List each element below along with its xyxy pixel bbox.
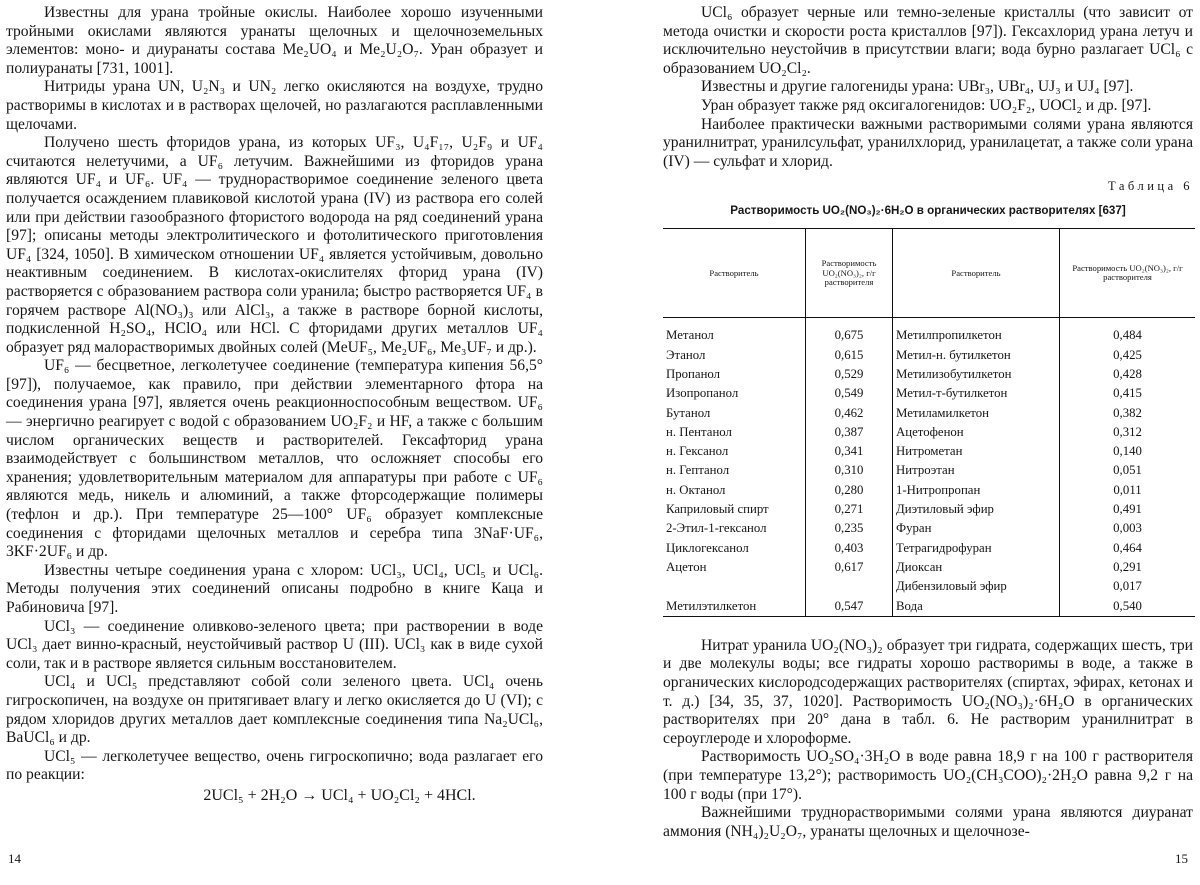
paragraph-nitrides: Нитриды урана UN, U₂N₃ и UN₂ легко окисляются на воздухе, трудно растворимы в кислотах и в растворах щелочей, но разлагаются расплавленными щелочами.: [6, 78, 543, 133]
paragraph-soluble-salts: Наиболее практически важными растворимыми солями урана являются уранилнитрат, уранилсульфат, уранилхлорид, уранилацетат, а также соли урана (IV) — сульфат и хлорид.: [663, 115, 1193, 170]
table-row: [663, 318, 1195, 346]
page-number-left: 14: [8, 851, 21, 866]
table-row: [663, 423, 1195, 442]
header-solvent-1: Растворитель: [663, 229, 806, 318]
solvent-cell: Ацетофенон: [893, 423, 1060, 442]
solvent-cell: Каприловый спирт: [666, 502, 769, 517]
solvent-cell: н. Гексанол: [666, 444, 729, 459]
right-page: [600, 0, 1200, 885]
solvent-cell: Вода: [893, 597, 1060, 617]
table-row: [663, 577, 1195, 596]
table-row: [663, 539, 1195, 558]
solubility-cell: 0,615: [806, 346, 893, 365]
solubility-cell: 0,011: [1060, 481, 1196, 500]
solubility-cell: 0,617: [806, 558, 893, 577]
solvent-cell: Бутанол: [666, 405, 711, 420]
solvent-cell: Метиламилкетон: [893, 404, 1060, 423]
solubility-cell: 0,387: [806, 423, 893, 442]
table-row: [663, 558, 1195, 577]
solubility-cell: 0,491: [1060, 500, 1196, 519]
solvent-cell: Метилэтилкетон: [663, 597, 806, 617]
solvent-cell: Тетрагидрофуран: [893, 539, 1060, 558]
reaction-formula: 2UCl₅ + 2H₂O → UCl₄ + UO₂Cl₂ + 4HCl.: [203, 786, 476, 804]
paragraph-sulfate-acetate: Растворимость UO₂SO₄·3H₂O в воде равна 18,9 г на 100 г растворителя (при температуре 13,2°); растворимость UO₂(CH₃COO)₂·2H₂O равна 9,2 г на 100 г воды (при 17°).: [663, 748, 1193, 803]
solubility-cell: 0,484: [1060, 318, 1196, 346]
solubility-cell: 0,529: [806, 365, 893, 384]
table-row: [663, 500, 1195, 519]
solubility-cell: 0,425: [1060, 346, 1196, 365]
solvent-cell: н. Гептанол: [666, 463, 730, 478]
solvent-cell: Метил-т-бутилкетон: [893, 384, 1060, 403]
table-body: [663, 318, 1195, 616]
solubility-cell: 0,547: [806, 597, 893, 617]
paragraph-ucl6: UCl₆ образует черные или темно-зеленые кристаллы (что зависит от метода очистки и скорости роста кристаллов [97]). Гексахлорид урана летуч и исключительно неустойчив в присутствии влаги; вода бурно разлагает UCl₆ с образованием UO₂Cl₂.: [663, 4, 1193, 77]
solubility-cell: 0,235: [806, 519, 893, 538]
solvent-cell: 1-Нитропропан: [893, 481, 1060, 500]
solubility-cell: 0,310: [806, 461, 893, 480]
left-page-text: [6, 4, 543, 805]
table-label: Таблица 6: [1108, 179, 1193, 194]
header-solubility-2: Растворимость UO₂(NO₃)₂, г/г растворителя: [1060, 229, 1196, 318]
solubility-cell: 0,549: [806, 384, 893, 403]
table-header-row: [663, 229, 1195, 318]
solvent-cell: Диоксан: [893, 558, 1060, 577]
table-row: [663, 519, 1195, 538]
table-row: [663, 365, 1195, 384]
solubility-cell: 0,312: [1060, 423, 1196, 442]
paragraph-ucl5: UCl₅ — легколетучее вещество, очень гигроскопично; вода разлагает его по реакции:: [6, 747, 543, 784]
paragraph-ucl3: UCl₃ — соединение оливково-зеленого цвета; при растворении в воде UCl₃ дает винно-красный, неустойчивый раствор U (III). UCl₃ как в виде сухой соли, так и в растворе является сильным восстановителем.: [6, 617, 543, 672]
solubility-cell: 0,291: [1060, 558, 1196, 577]
solvent-cell: 2-Этил-1-гексанол: [666, 521, 767, 536]
solvent-cell: [663, 577, 806, 596]
solubility-cell: 0,675: [806, 318, 893, 346]
paragraph-oxyhalides: Уран образует также ряд оксигалогенидов: UO₂F₂, UOCl₂ и др. [97].: [701, 96, 1152, 114]
solvent-cell: н. Пентанол: [666, 424, 732, 439]
paragraph-insoluble-salts: Важнейшими труднорастворимыми солями урана являются диуранат аммония (NH₄)₂U₂O₇, уранаты щелочных и щелочнозе-: [663, 804, 1193, 840]
solubility-cell: 0,051: [1060, 461, 1196, 480]
paragraph-chlorides: Известны четыре соединения урана с хлором: UCl₃, UCl₄, UCl₅ и UCl₆. Методы получения этих соединений описаны подробно в книге Каца и Рабиновича [97].: [6, 561, 543, 616]
table-row: [663, 442, 1195, 461]
solubility-cell: 0,140: [1060, 442, 1196, 461]
solvent-cell: Изопропанол: [666, 386, 739, 401]
solvent-cell: Дибензиловый эфир: [893, 577, 1060, 596]
solvent-cell: Метил-н. бутилкетон: [893, 346, 1060, 365]
header-solvent-2: Растворитель: [893, 229, 1060, 318]
paragraph-fluorides: Получено шесть фторидов урана, из которых UF₃, U₄F₁₇, U₂F₉ и UF₄ считаются нелетучими, а UF₆ летучим. Важнейшими из фторидов урана являются UF₄ и UF₆. UF₄ — труднорастворимое соединение зеленого цвета получается осаждением плавиковой кислотой урана (IV) из раствора его солей или при действии газообразного фтористого водорода на ряд соединений урана [97]; описаны методы электролитического и фотолитического приготовления UF₄ [324, 1050]. В химическом отношении UF₄ является устойчивым, довольно неактивным соединением. В кислотах-окислителях фторид урана (IV) растворяется с образованием раствора соли уранила; быстро растворяется UF₄ в горячем растворе Al(NO₃)₃ или AlCl₃, а также в растворе борной кислоты, подкисленной H₂SO₄, HClO₄ или HCl. С фторидами других металлов UF₄ образует ряд малорастворимых двойных солей (MeUF₅, Me₂UF₆, Me₃UF₇ и др.).: [6, 134, 543, 356]
solubility-cell: 0,428: [1060, 365, 1196, 384]
solubility-cell: 0,280: [806, 481, 893, 500]
table-row: [663, 404, 1195, 423]
solubility-cell: 0,462: [806, 404, 893, 423]
solvent-cell: Пропанол: [666, 366, 721, 381]
table-row: [663, 597, 1195, 617]
table-title: Растворимость UO₂(NO₃)₂·6H₂O в органических растворителях [637]: [730, 204, 1126, 218]
solvent-cell: Ацетон: [666, 559, 707, 574]
paragraph-halides: Известны и другие галогениды урана: UBr₃, UBr₄, UJ₃ и UJ₄ [97].: [701, 78, 1134, 96]
paragraph-uranyl-nitrate: Нитрат уранила UO₂(NO₃)₂ образует три гидрата, содержащих шесть, три и две молекулы воды; все гидраты хорошо растворимы в воде, а также в органических кислородсодержащих растворителях (спиртах, эфирах, кетонах и т. д.) [34, 35, 37, 1020]. Растворимость UO₂(NO₃)₂·6H₂O в органических растворителях при 20° дана в табл. 6. Не растворим уранилнитрат в сероуглероде и хлороформе.: [663, 636, 1193, 747]
table-row: [663, 481, 1195, 500]
solubility-cell: 0,017: [1060, 577, 1196, 596]
solvent-cell: Циклогексанол: [666, 540, 749, 555]
solubility-cell: 0,464: [1060, 539, 1196, 558]
solvent-cell: Фуран: [893, 519, 1060, 538]
solvent-cell: Нитрометан: [893, 442, 1060, 461]
solvent-cell: Метилизобутилкетон: [893, 365, 1060, 384]
table-row: [663, 346, 1195, 365]
solubility-cell: 0,003: [1060, 519, 1196, 538]
header-solubility-1: Растворимость UO₂(NO₃)₂, г/г растворителя: [806, 229, 893, 318]
table-row: [663, 461, 1195, 480]
solubility-cell: 0,415: [1060, 384, 1196, 403]
solubility-cell: 0,271: [806, 500, 893, 519]
paragraph-ternary-oxides: Известны для урана тройные окислы. Наиболее хорошо изученными тройными окислами являются уранаты щелочных и щелочноземельных элементов: моно- и диуранаты состава Me₂UO₄ и Me₂U₂O₇. Уран образует и полиуранаты [731, 1001].: [6, 4, 543, 77]
page-number-right: 15: [1175, 851, 1188, 866]
solubility-cell: 0,403: [806, 539, 893, 558]
solvent-cell: н. Октанол: [666, 482, 726, 497]
paragraph-uf6: UF₆ — бесцветное, легколетучее соединение (температура кипения 56,5° [97]), получаемое, как правило, при действии элементарного фтора на соединения урана [97], является очень реакционноспособным веществом. UF₆ — энергично реагирует с водой с образованием UO₂F₂ и HF, а также с большим числом органических веществ и растворителей. Гексафторид урана взаимодействует с большинством металлов, что осложняет способы его хранения; удовлетворительным материалом для аппаратуры при работе с UF₆ являются медь, никель и алюминий, а также фторсодержащие полимеры (тефлон и др.). При температуре 25—100° UF₆ образует комплексные соединения с фторидами щелочных металлов и серебра типа 3NaF·UF₆, 3KF·2UF₆ и др.: [6, 357, 543, 561]
solubility-table: [663, 228, 1195, 616]
solubility-cell: [806, 577, 893, 596]
solubility-cell: 0,382: [1060, 404, 1196, 423]
right-page-text: [663, 4, 1193, 841]
table-row: [663, 384, 1195, 403]
solvent-cell: Метилпропилкетон: [893, 318, 1060, 346]
solvent-cell: Метанол: [666, 328, 714, 343]
paragraph-ucl4: UCl₄ и UCl₅ представляют собой соли зеленого цвета. UCl₄ очень гигроскопичен, на воздухе он притягивает влагу и легко окисляется до U (VI); с рядом хлоридов других металлов дает комплексные соединения типа Na₂UCl₆, BaUCl₆ и др.: [6, 673, 543, 747]
solvent-cell: Нитроэтан: [893, 461, 1060, 480]
solubility-cell: 0,540: [1060, 597, 1196, 617]
solvent-cell: Диэтиловый эфир: [893, 500, 1060, 519]
solubility-cell: 0,341: [806, 442, 893, 461]
solvent-cell: Этанол: [666, 347, 706, 362]
